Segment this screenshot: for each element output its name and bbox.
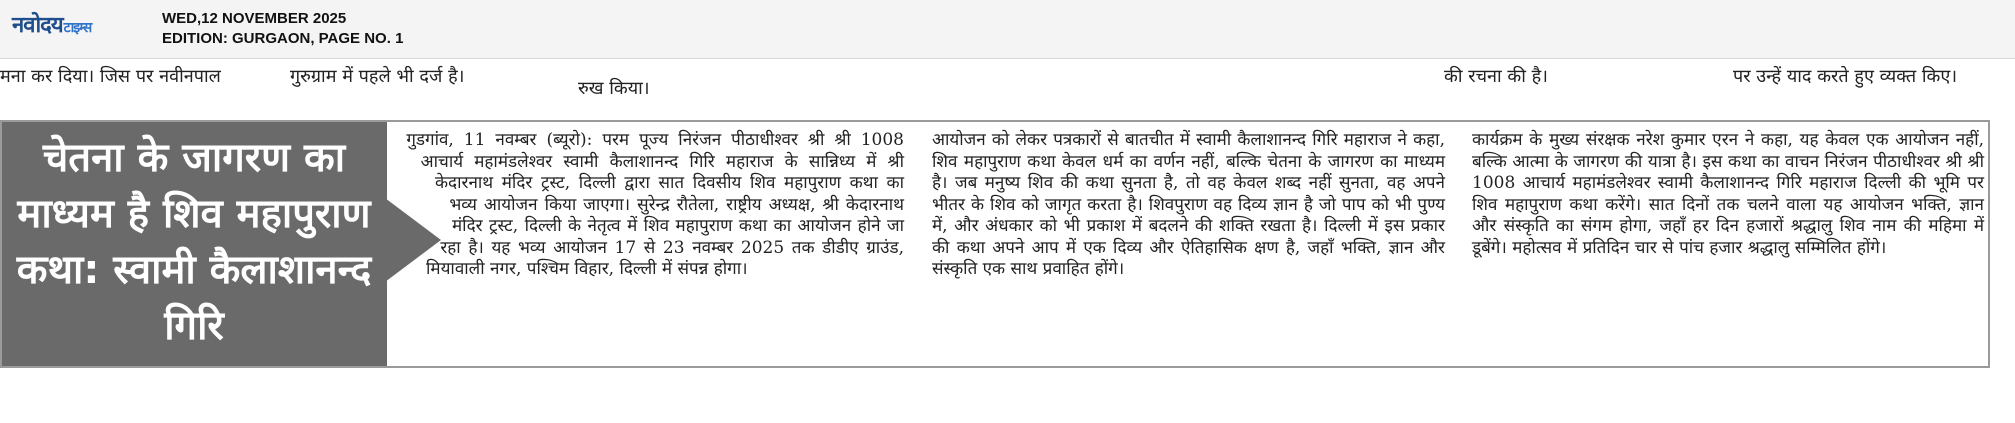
article-headline: चेतना के जागरण का माध्यम है शिव महापुराण कथा: स्वामी कैलाशानन्द गिरि <box>16 135 372 349</box>
publication-date: WED,12 NOVEMBER 2025 <box>162 10 347 27</box>
prev-text-fragment: पर उन्हें याद करते हुए व्यक्त किए। <box>1733 66 1958 87</box>
newspaper-logo[interactable] <box>12 9 91 39</box>
prev-text-fragment: मना कर दिया। जिस पर नवीनपाल <box>0 66 221 87</box>
prev-text-fragment: की रचना की है। <box>1444 66 1548 87</box>
previous-article-strip <box>0 58 2015 118</box>
article-column-1 <box>392 130 904 310</box>
headline-panel <box>2 122 387 366</box>
edition-info <box>162 9 403 49</box>
edition-page-label: EDITION: GURGAON, PAGE NO. 1 <box>162 30 404 47</box>
logo-sub-text: टाइम्स <box>63 20 92 36</box>
newspaper-header-bar <box>0 0 2015 59</box>
next-headline-strip <box>0 372 2015 423</box>
logo-main-text: नवोदय <box>12 13 63 38</box>
news-article[interactable] <box>0 120 1990 368</box>
prev-text-fragment: गुरुग्राम में पहले भी दर्ज है। <box>290 66 465 87</box>
prev-text-fragment: रुख किया। <box>578 78 650 99</box>
article-column-2: आयोजन को लेकर पत्रकारों से बातचीत में स्वामी कैलाशानन्द गिरि महाराज ने कहा, शिव महापुराण कथा केवल धर्म का वर्णन नहीं, बल्कि चेतना के जागरण का माध्यम है। जब मनुष्य शिव की कथा सुनता है, तो वह केवल शब्द नहीं सुनता, वह अपने भीतर के शिव को जागृत करता है। शिवपुराण वह दिव्य ज्ञान है जो पाप को भी पुण्य में, और अंधकार को भी प्रकाश में बदलने की शक्ति रखता है। दिल्ली में इस प्रकार की कथा अपने आप में एक दिव्य और ऐतिहासिक क्षण है, जहाँ भक्ति, ज्ञान और संस्कृति एक साथ प्रवाहित होंगे। <box>932 130 1445 279</box>
article-column-3: कार्यक्रम के मुख्य संरक्षक नरेश कुमार एरन ने कहा, यह केवल एक आयोजन नहीं, बल्कि आत्मा के जागरण की यात्रा है। इस कथा का वाचन निरंजन पीठाधीश्वर श्री श्री 1008 आचार्य महामंडलेश्वर स्वामी कैलाशानन्द गिरि महाराज दिल्ली की भूमि पर शिव महापुराण कथा करेंगे। सात दिनों तक चलने वाला यह आयोजन भक्ति, ज्ञान और संस्कृति का संगम होगा, जहाँ हर दिन हजारों श्रद्धालु शिव नाम की महिमा में डूबेंगे। महोत्सव में प्रतिदिन चार से पांच हजार श्रद्धालु सम्मिलित होंगे। <box>1472 130 1984 258</box>
article-column-1-text: गुडगांव, 11 नवम्बर (ब्यूरो): परम पूज्य निरंजन पीठाधीश्वर श्री श्री 1008 आचार्य महामंडलेश्वर स्वामी कैलाशानन्द गिरि महाराज के सान्निध्य में श्री केदारनाथ मंदिर ट्रस्ट, दिल्ली द्वारा सात दिवसीय शिव महापुराण कथा का भव्य आयोजन किया जाएगा। सुरेन्द्र रौतेला, राष्ट्रीय अध्यक्ष, श्री केदारनाथ मंदिर ट्रस्ट, दिल्ली के नेतृत्व में शिव महापुराण कथा का आयोजन होने जा रहा है। यह भव्य आयोजन 17 से 23 नवम्बर 2025 तक डीडीए ग्राउंड, मियावाली नगर, पश्चिम विहार, दिल्ली में संपन्न होगा। <box>406 130 904 279</box>
